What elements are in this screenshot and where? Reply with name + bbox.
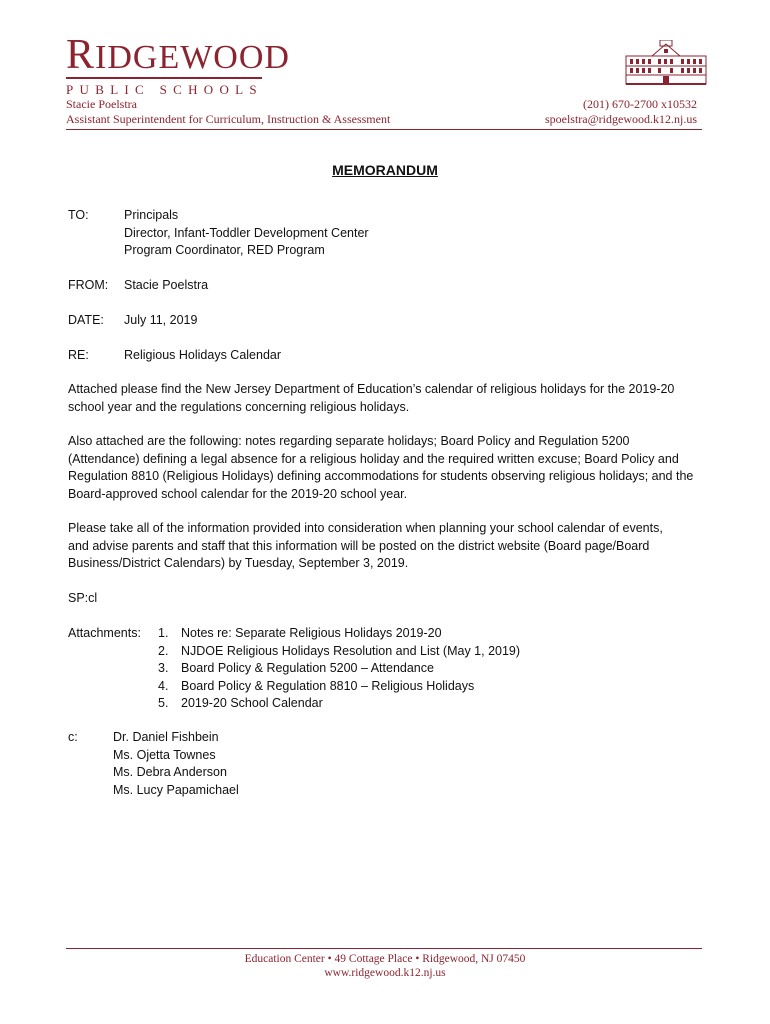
paragraph-line: Regulation 8810 (Religious Holidays) defining accommodations for students observing religious holidays; and the: [68, 469, 694, 483]
sender-email[interactable]: spoelstra@ridgewood.k12.nj.us: [544, 112, 697, 126]
school-building-icon: [624, 40, 708, 86]
attachments-label: Attachments:: [68, 626, 141, 640]
cc-recipient: Ms. Debra Anderson: [113, 765, 227, 779]
item-text: 2019-20 School Calendar: [181, 696, 323, 710]
item-number: 2.: [158, 643, 169, 658]
paragraph-line: Also attached are the following: notes regarding separate holidays; Board Policy and Regulation 5200: [68, 434, 630, 448]
to-recipient: Program Coordinator, RED Program: [124, 243, 325, 257]
logo-wordmark: RIDGEWOOD: [66, 32, 290, 78]
list-item: [158, 695, 520, 713]
from-value: Stacie Poelstra: [124, 278, 209, 292]
logo-rule: [66, 77, 262, 79]
item-text: Notes re: Separate Religious Holidays 2019-20: [181, 626, 442, 640]
footer-address: Education Center • 49 Cottage Place • Ridgewood, NJ 07450: [244, 953, 526, 965]
logo-subtitle: PUBLIC SCHOOLS: [66, 82, 263, 97]
initials-text: SP:cl: [68, 591, 98, 605]
list-item: [158, 643, 520, 661]
cc-list: [113, 729, 239, 799]
item-number: 4.: [158, 678, 169, 693]
paragraph-line: and advise parents and staff that this information will be posted on the district website (Board page/Board: [68, 538, 650, 553]
body-paragraph-3: [68, 520, 708, 573]
date-label: DATE:: [68, 313, 104, 327]
paragraph-line: (Attendance) defining a legal absence for a religious holiday and the required written excuse; Board Policy and: [68, 451, 679, 466]
list-item: [158, 660, 520, 678]
item-text: NJDOE Religious Holidays Resolution and List (May 1, 2019): [181, 643, 521, 658]
paragraph-line: Attached please find the New Jersey Department of Education’s calendar of religious holidays for the 2019-20: [68, 382, 675, 396]
initials: [68, 590, 708, 608]
from-label: FROM:: [68, 278, 109, 292]
sender-name: Stacie Poelstra: [66, 97, 137, 111]
sender-phone: (201) 670-2700 x10532: [583, 97, 697, 111]
paragraph-line: Please take all of the information provided into consideration when planning your school calendar of events,: [68, 521, 663, 535]
list-item: [158, 678, 520, 696]
item-text: Board Policy & Regulation 5200 – Attendance: [181, 661, 434, 675]
re-label: RE:: [68, 348, 89, 362]
attachments-list: [158, 625, 520, 713]
list-item: [158, 625, 520, 643]
paragraph-line: school year and the regulations concerning religious holidays.: [68, 399, 410, 414]
item-text: Board Policy & Regulation 8810 – Religious Holidays: [181, 678, 475, 693]
cc-recipient: Ms. Lucy Papamichael: [113, 782, 239, 797]
cc-recipient: Dr. Daniel Fishbein: [113, 730, 219, 744]
item-number: 1.: [158, 626, 169, 640]
header-divider: [66, 129, 702, 130]
sender-title: Assistant Superintendent for Curriculum, Instruction & Assessment: [66, 112, 391, 126]
item-number: 3.: [158, 661, 169, 675]
cc-label: c:: [68, 730, 78, 744]
memo-title: MEMORANDUM: [332, 162, 438, 178]
cc-recipient: Ms. Ojetta Townes: [113, 747, 216, 762]
body-paragraph-2: [68, 433, 708, 503]
paragraph-line: Board-approved school calendar for the 2019-20 school year.: [68, 486, 408, 501]
re-value: Religious Holidays Calendar: [124, 348, 282, 362]
contact-block: [545, 97, 697, 127]
sender-block: [66, 97, 390, 127]
footer-divider: [66, 948, 702, 949]
body-paragraph-1: [68, 381, 708, 416]
date-value: July 11, 2019: [124, 313, 198, 327]
to-label: TO:: [68, 208, 89, 222]
to-recipient: Principals: [124, 208, 179, 222]
paragraph-line: Business/District Calendars) by Tuesday, September 3, 2019.: [68, 556, 409, 570]
district-logo: [66, 32, 290, 98]
item-number: 5.: [158, 696, 169, 710]
footer-website[interactable]: www.ridgewood.k12.nj.us: [324, 967, 446, 979]
footer: [0, 952, 770, 980]
to-recipients: [124, 207, 369, 260]
to-recipient: Director, Infant-Toddler Development Center: [124, 225, 369, 240]
